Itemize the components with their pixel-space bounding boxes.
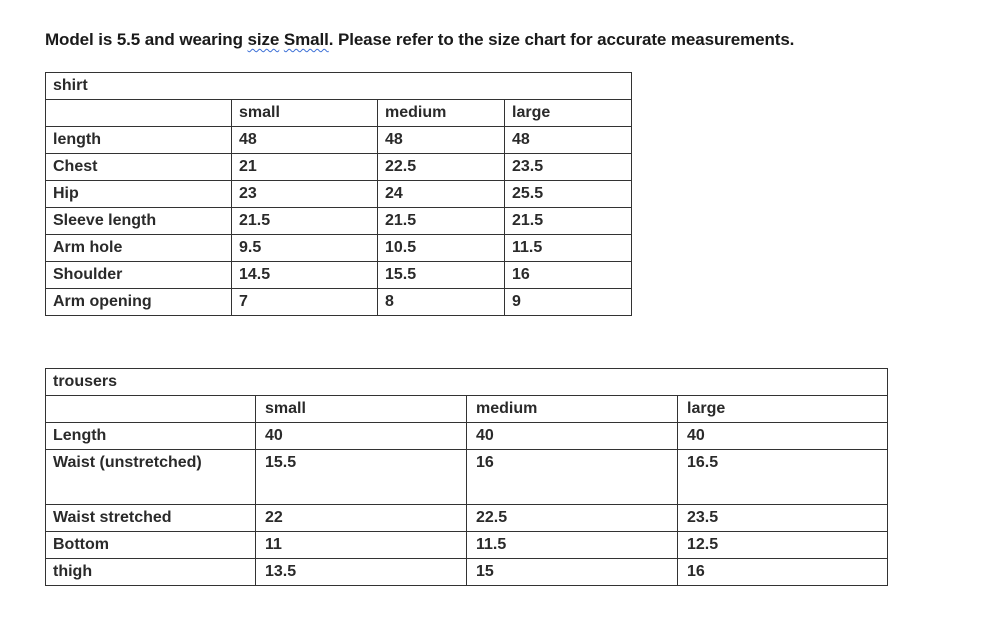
row-label: length xyxy=(46,127,232,154)
table-row xyxy=(46,154,632,181)
table-cell: 40 xyxy=(678,423,888,450)
shirt-table-title: shirt xyxy=(46,73,632,100)
table-cell: 16.5 xyxy=(678,450,888,505)
heading-text: size xyxy=(247,30,280,49)
table-row xyxy=(46,181,632,208)
table-cell: 11.5 xyxy=(467,532,678,559)
table-cell: 10.5 xyxy=(378,235,505,262)
row-label: Arm opening xyxy=(46,289,232,316)
row-label: Waist (unstretched) xyxy=(46,450,256,505)
table-cell: 12.5 xyxy=(678,532,888,559)
heading-text: . Please refer to the size chart for accurate measurements. xyxy=(328,30,795,49)
row-label: Shoulder xyxy=(46,262,232,289)
table-row xyxy=(46,559,888,586)
table-cell: 23.5 xyxy=(505,154,632,181)
table-cell: 24 xyxy=(378,181,505,208)
table-cell: 48 xyxy=(232,127,378,154)
table-cell: 8 xyxy=(378,289,505,316)
table-row xyxy=(46,235,632,262)
table-cell: 40 xyxy=(467,423,678,450)
table-cell: 48 xyxy=(505,127,632,154)
table-cell: 15 xyxy=(467,559,678,586)
heading-text: Model is 5.5 and wearing xyxy=(45,30,248,49)
table-header-blank xyxy=(46,100,232,127)
table-row xyxy=(46,505,888,532)
table-cell: 14.5 xyxy=(232,262,378,289)
table-cell: 7 xyxy=(232,289,378,316)
table-cell: 22 xyxy=(256,505,467,532)
table-row xyxy=(46,532,888,559)
table-header-row xyxy=(46,100,632,127)
table-cell: 16 xyxy=(467,450,678,505)
column-header: large xyxy=(505,100,632,127)
table-cell: 23 xyxy=(232,181,378,208)
table-cell: 21.5 xyxy=(378,208,505,235)
table-cell: 15.5 xyxy=(378,262,505,289)
row-label: Sleeve length xyxy=(46,208,232,235)
trousers-table-title: trousers xyxy=(46,369,888,396)
column-header: medium xyxy=(467,396,678,423)
table-row xyxy=(46,262,632,289)
table-cell: 40 xyxy=(256,423,467,450)
table-row xyxy=(46,289,632,316)
column-header: small xyxy=(232,100,378,127)
page-heading xyxy=(45,30,794,50)
table-cell: 13.5 xyxy=(256,559,467,586)
table-cell: 11 xyxy=(256,532,467,559)
row-label: Bottom xyxy=(46,532,256,559)
table-header-row xyxy=(46,396,888,423)
heading-text: Small xyxy=(283,30,329,49)
column-header: large xyxy=(678,396,888,423)
table-cell: 48 xyxy=(378,127,505,154)
table-cell: 16 xyxy=(678,559,888,586)
row-label: thigh xyxy=(46,559,256,586)
table-cell: 22.5 xyxy=(378,154,505,181)
shirt-size-table xyxy=(45,72,632,316)
table-header-blank xyxy=(46,396,256,423)
table-row xyxy=(46,450,888,505)
row-label: Arm hole xyxy=(46,235,232,262)
row-label: Chest xyxy=(46,154,232,181)
table-row xyxy=(46,208,632,235)
table-cell: 15.5 xyxy=(256,450,467,505)
table-cell: 21.5 xyxy=(232,208,378,235)
table-cell: 22.5 xyxy=(467,505,678,532)
table-cell: 9.5 xyxy=(232,235,378,262)
table-cell: 16 xyxy=(505,262,632,289)
table-cell: 23.5 xyxy=(678,505,888,532)
table-row xyxy=(46,127,632,154)
column-header: small xyxy=(256,396,467,423)
table-cell: 9 xyxy=(505,289,632,316)
table-cell: 25.5 xyxy=(505,181,632,208)
row-label: Waist stretched xyxy=(46,505,256,532)
trousers-size-table xyxy=(45,368,888,586)
row-label: Length xyxy=(46,423,256,450)
row-label: Hip xyxy=(46,181,232,208)
table-row xyxy=(46,423,888,450)
column-header: medium xyxy=(378,100,505,127)
table-cell: 21 xyxy=(232,154,378,181)
table-cell: 11.5 xyxy=(505,235,632,262)
table-cell: 21.5 xyxy=(505,208,632,235)
